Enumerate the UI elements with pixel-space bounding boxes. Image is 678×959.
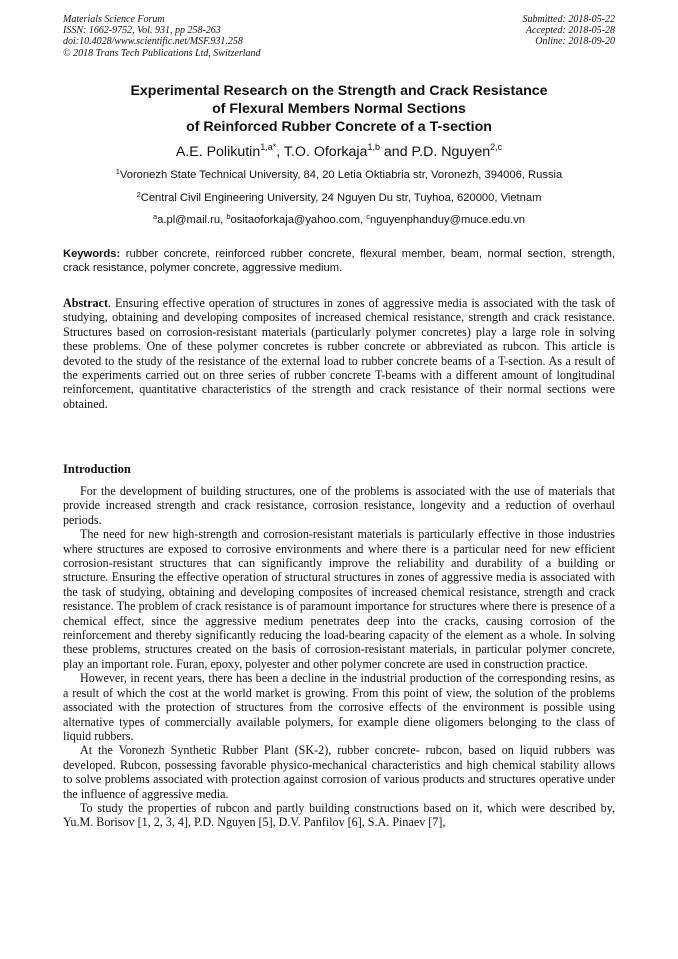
accepted-date: Accepted: 2018-05-28 bbox=[525, 25, 615, 37]
email-marker: b bbox=[226, 212, 231, 221]
title-line-2: of Flexural Members Normal Sections bbox=[212, 101, 466, 117]
keywords-section bbox=[63, 248, 615, 275]
author-name: A.E. Polikutin bbox=[175, 144, 261, 160]
email-link[interactable]: a.pl@mail.ru, bbox=[157, 214, 227, 226]
author-list bbox=[40, 142, 638, 162]
author-affiliation-marker: 1,a* bbox=[260, 142, 277, 152]
paragraph: To study the properties of rubcon and partly building constructions based on it, which were described by, Yu.M. Borisov [1, 2, 3, 4], P.D. Nguyen [5], D.V. Panfilov [6], S.A. Pinaev [7], bbox=[63, 800, 615, 830]
affiliation-text: Voronezh State Technical University, 84, 20 Letia Oktiabria str, Voronezh, 394006, Russia bbox=[119, 169, 563, 181]
issn-volume: ISSN: 1662-9752, Vol. 931, pp 258-263 bbox=[63, 25, 221, 37]
email-link[interactable]: ositaoforkaja@yahoo.com, bbox=[230, 214, 367, 226]
author-affiliation-marker: 2,c bbox=[490, 142, 503, 152]
introduction-body bbox=[63, 484, 615, 830]
affiliation-1 bbox=[40, 168, 638, 182]
journal-info bbox=[63, 14, 261, 59]
author-name: T.O. Oforkaja bbox=[283, 144, 368, 160]
copyright: © 2018 Trans Tech Publications Ltd, Switzerland bbox=[63, 47, 261, 59]
author-affiliation-marker: 1,b bbox=[367, 142, 380, 152]
paper-title bbox=[40, 82, 638, 136]
email-link[interactable]: nguyenphanduy@muce.edu.vn bbox=[369, 214, 526, 226]
introduction-heading: Introduction bbox=[63, 462, 131, 476]
journal-name: Materials Science Forum bbox=[63, 14, 165, 25]
doi[interactable]: doi:10.4028/www.scientific.net/MSF.931.258 bbox=[63, 36, 243, 48]
online-date: Online: 2018-09-20 bbox=[535, 36, 615, 48]
publication-dates bbox=[523, 14, 616, 48]
keywords-label: Keywords: bbox=[63, 248, 121, 260]
paragraph: At the Voronezh Synthetic Rubber Plant (SK-2), rubber concrete- rubcon, based on liquid rubbers was developed. Rubcon, possessing favorable physico-mechanical characteristics and high chemical stability allows to solve problems associated with protection against corrosion of various products and structures operative under the influence of aggressive media. bbox=[63, 743, 615, 801]
abstract-label: Abstract bbox=[63, 296, 109, 310]
paragraph: However, in recent years, there has been a decline in the industrial production of the corresponding resins, as a result of which the cost at the world market is growing. From this point of view, the solution of the problems associated with the protection of structures from the corrosive effects of the environment is possible using alternative types of commercially available polymers, for example diene oligomers belonging to the class of liquid rubbers. bbox=[63, 671, 615, 743]
affiliation-2 bbox=[40, 191, 638, 205]
abstract-text: . Ensuring effective operation of structures in zones of aggressive media is associated with the task of studying, obtaining and developing composites of increased chemical resistance, strength and crack resistance. Structures based on corrosion-resistant materials (particularly polymer concretes) play a large role in solving these problems. One of these polymer concretes is rubber concrete or abbreviated as rubcon. This article is devoted to the study of the resistance of the external load to rubber concrete beams of a T-section. As a result of the experiments carried out on three series of rubber concrete T-beams with a different amount of longitudinal reinforcement, quantitative characteristics of the strength and crack resistance of their normal sections were obtained. bbox=[63, 296, 615, 411]
title-line-3: of Reinforced Rubber Concrete of a T-section bbox=[186, 119, 492, 135]
email-marker: c bbox=[366, 212, 370, 221]
author-separator: , bbox=[276, 144, 284, 160]
submitted-date: Submitted: 2018-05-22 bbox=[522, 14, 615, 25]
author-name: P.D. Nguyen bbox=[411, 144, 491, 160]
email-marker: a bbox=[152, 212, 158, 221]
author-separator: and bbox=[379, 144, 412, 160]
author-emails bbox=[40, 213, 638, 227]
affiliation-marker: 1 bbox=[115, 167, 120, 176]
keywords-text: rubber concrete, reinforced rubber concrete, flexural member, beam, normal section, strength, crack resistance, polymer concrete, aggressive medium. bbox=[63, 248, 615, 274]
paragraph: The need for new high-strength and corrosion-resistant materials is particularly effective in those industries where structures are exposed to corrosive environments and where there is a particular need for new efficient corrosion-resistant structures that can significantly improve the reliability and durability of a building or structure. Ensuring the effective operation of structural structures in zones of aggressive media is associated with the task of studying, obtaining and developing composites of increased chemical resistance, strength and crack resistance. The problem of crack resistance is of paramount importance for structures where there is presence of a chemical effect, since the aggressive medium penetrates deep into the cracks, causing corrosion of the reinforcement and thereby significantly reducing the load-bearing capacity of the element as a whole. In solving these problems, structures created on the basis of corrosion-resistant materials, in particular polymer concrete, play an important role. Furan, epoxy, polyester and other polymer concrete are used in construction practice. bbox=[63, 527, 615, 671]
paragraph: For the development of building structures, one of the problems is associated with the use of materials that provide increased strength and crack resistance, corrosion resistance, longevity and a reduction of overhaul periods. bbox=[63, 484, 615, 527]
title-line-1: Experimental Research on the Strength and Crack Resistance bbox=[130, 83, 548, 99]
abstract-section bbox=[63, 296, 615, 411]
affiliation-marker: 2 bbox=[136, 190, 141, 199]
affiliation-text: Central Civil Engineering University, 24 Nguyen Du str, Tuyhoa, 620000, Vietnam bbox=[140, 192, 542, 204]
